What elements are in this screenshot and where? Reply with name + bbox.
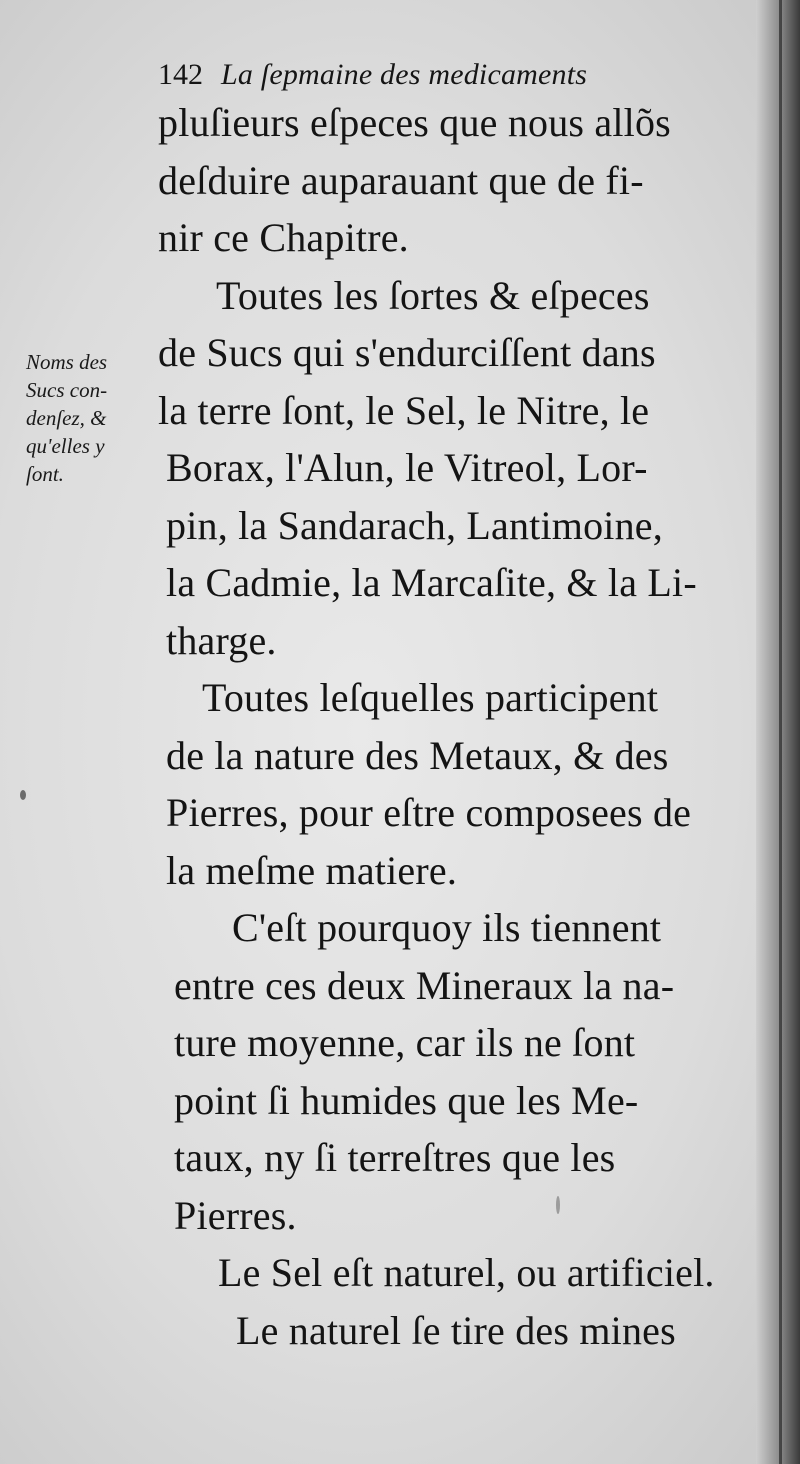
- margin-note-line: Noms des: [26, 350, 108, 374]
- page-edge-line: [779, 0, 782, 1464]
- text-line: tharge.: [166, 617, 277, 663]
- body-text: [158, 94, 758, 1359]
- text-line: C'eſt pourquoy ils tiennent: [232, 905, 662, 950]
- text-line: pluſieurs eſpeces que nous allõs: [158, 100, 671, 145]
- running-title: La ſepmaine des medicaments: [221, 58, 588, 91]
- text-line: la meſme matiere.: [166, 847, 458, 893]
- page-edge-shadow: [756, 0, 800, 1464]
- margin-note: [26, 348, 156, 488]
- text-line: entre ces deux Mineraux la na-: [174, 962, 675, 1008]
- page-number: 142: [158, 58, 203, 91]
- text-line: pin, la Sandarach, Lantimoine,: [166, 502, 663, 548]
- text-line: Toutes leſquelles participent: [202, 675, 659, 720]
- text-line: Pierres, pour eſtre composees de: [166, 790, 692, 835]
- text-line: point ſi humides que les Me-: [174, 1077, 639, 1123]
- margin-note-line: Sucs con-: [26, 378, 108, 402]
- ink-speck: [556, 1196, 560, 1214]
- text-line: de Sucs qui s'endurciſſent dans: [158, 330, 656, 375]
- text-line: taux, ny ſi terreſtres que les: [174, 1135, 616, 1180]
- margin-note-line: qu'elles y: [26, 434, 105, 458]
- margin-note-line: ſont.: [26, 462, 64, 486]
- text-line: nir ce Chapitre.: [158, 215, 409, 260]
- text-line: Le naturel ſe tire des mines: [236, 1307, 676, 1353]
- page-header: [158, 58, 587, 92]
- text-line: Toutes les ſortes & eſpeces: [216, 272, 650, 318]
- text-line: de la nature des Metaux, & des: [166, 732, 669, 778]
- text-line: la terre ſont, le Sel, le Nitre, le: [158, 387, 650, 433]
- margin-note-line: denſez, &: [26, 406, 107, 430]
- ink-speck: [20, 790, 26, 800]
- text-line: ture moyenne, car ils ne ſont: [174, 1020, 636, 1065]
- text-line: deſduire auparauant que de fi-: [158, 157, 644, 203]
- text-line: Le Sel eſt naturel, ou artificiel.: [218, 1250, 715, 1295]
- text-line: la Cadmie, la Marcaſite, & la Li-: [166, 560, 697, 605]
- text-line: Pierres.: [174, 1192, 297, 1238]
- text-line: Borax, l'Alun, le Vitreol, Lor-: [166, 445, 648, 490]
